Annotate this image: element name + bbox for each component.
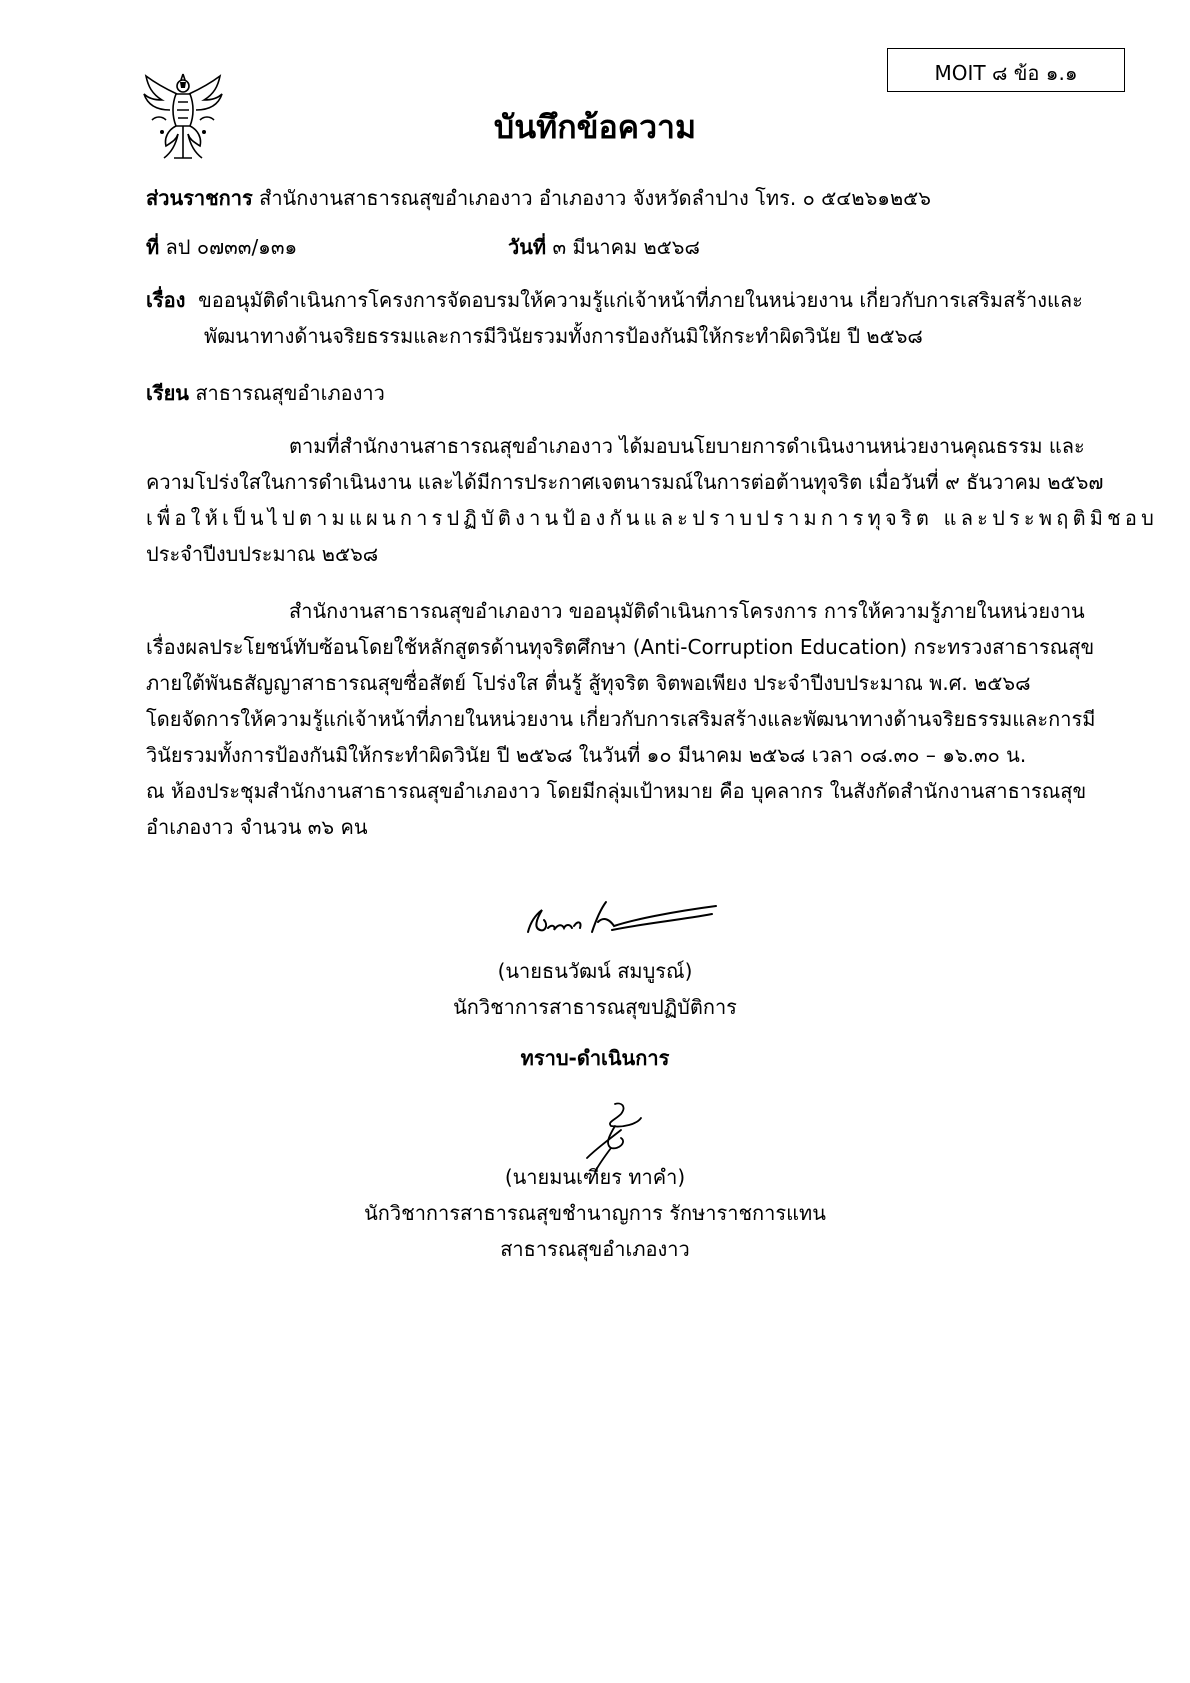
paragraph-line: ตามที่สำนักงานสาธารณสุขอำเภองาว ได้มอบนโยบายการดำเนินงานหน่วยงานคุณธรรม และ [289, 434, 1085, 458]
signature-1 [520, 880, 720, 940]
paragraph-line: อำเภองาว จำนวน ๓๖ คน [146, 815, 368, 839]
paragraph-1 [146, 428, 1159, 572]
paragraph-line: โดยจัดการให้ความรู้แก่เจ้าหน้าที่ภายในหน่วยงาน เกี่ยวกับการเสริมสร้างและพัฒนาทางด้านจริยธรรมและการมี [146, 707, 1096, 731]
agency-line [146, 180, 931, 216]
paragraph-line: วินัยรวมทั้งการป้องกันมิให้กระทำผิดวินัย ปี ๒๕๖๘ ในวันที่ ๑๐ มีนาคม ๒๕๖๘ เวลา ๐๘.๓๐ – ๑๖.๓๐ น. [146, 743, 1027, 767]
approval-text: ทราบ-ดำเนินการ [520, 1046, 670, 1070]
signer-2-position-2: สาธารณสุขอำเภองาว [500, 1237, 690, 1261]
paragraph-line: ประจำปีงบประมาณ ๒๕๖๘ [146, 542, 379, 566]
paragraph-line: ภายใต้พันธสัญญาสาธารณสุขซื่อสัตย์ โปร่งใส ตื่นรู้ สู้ทุจริต จิตพอเพียง ประจำปีงบประมาณ พ.ศ. ๒๕๖๘ [146, 671, 1031, 695]
signer-1-name: (นายธนวัฒน์ สมบูรณ์) [497, 959, 693, 983]
moit-reference-box [887, 48, 1125, 92]
signer-2-name: (นายมนเฑียร ทาคำ) [504, 1165, 686, 1189]
moit-reference-text: MOIT ๘ ข้อ ๑.๑ [934, 61, 1078, 85]
subject-block [146, 282, 1086, 354]
agency-value: สำนักงานสาธารณสุขอำเภองาว อำเภองาว จังหวัดลำปาง โทร. ๐ ๕๔๒๖๑๒๕๖ [259, 186, 931, 210]
paragraph-line: เพื่อให้เป็นไปตามแผนการปฏิบัติงานป้องกันและปราบปรามการทุจริต และประพฤติมิชอบ [146, 506, 1159, 530]
subject-line-1: ขออนุมัติดำเนินการโครงการจัดอบรมให้ความรู้แก่เจ้าหน้าที่ภายในหน่วยงาน เกี่ยวกับการเสริมสร้างและ [198, 288, 1083, 312]
garuda-emblem-icon [142, 72, 224, 162]
to-line [146, 375, 385, 411]
signer-2-position: นักวิชาการสาธารณสุขชำนาญการ รักษาราชการแทน [364, 1201, 826, 1225]
paragraph-2 [146, 593, 1096, 845]
ref-line [146, 229, 297, 265]
to-value: สาธารณสุขอำเภองาว [195, 381, 385, 405]
agency-label: ส่วนราชการ [146, 186, 253, 210]
paragraph-line: สำนักงานสาธารณสุขอำเภองาว ขออนุมัติดำเนินการโครงการ การให้ความรู้ภายในหน่วยงาน [289, 599, 1085, 623]
subject-label: เรื่อง [146, 288, 186, 312]
date-value: ๓ มีนาคม ๒๕๖๘ [552, 235, 700, 259]
document-title: บันทึกข้อความ [493, 108, 697, 146]
ref-value: ลป ๐๗๓๓/๑๓๑ [165, 235, 298, 259]
to-label: เรียน [146, 381, 189, 405]
signer-1-position: นักวิชาการสาธารณสุขปฏิบัติการ [453, 995, 737, 1019]
paragraph-line: เรื่องผลประโยชน์ทับซ้อนโดยใช้หลักสูตรด้านทุจริตศึกษา (Anti-Corruption Education) กระทรวงสาธารณสุข [146, 635, 1095, 659]
paragraph-line: ณ ห้องประชุมสำนักงานสาธารณสุขอำเภองาว โดยมีกลุ่มเป้าหมาย คือ บุคลากร ในสังกัดสำนักงานสาธารณสุข [146, 779, 1087, 803]
paragraph-line: ความโปร่งใสในการดำเนินงาน และได้มีการประกาศเจตนารมณ์ในการต่อต้านทุจริต เมื่อวันที่ ๙ ธันวาคม ๒๕๖๗ [146, 470, 1104, 494]
subject-line-2: พัฒนาทางด้านจริยธรรมและการมีวินัยรวมทั้งการป้องกันมิให้กระทำผิดวินัย ปี ๒๕๖๘ [204, 324, 923, 348]
date-label: วันที่ [508, 235, 547, 259]
ref-label: ที่ [146, 235, 160, 259]
date-line [508, 229, 700, 265]
